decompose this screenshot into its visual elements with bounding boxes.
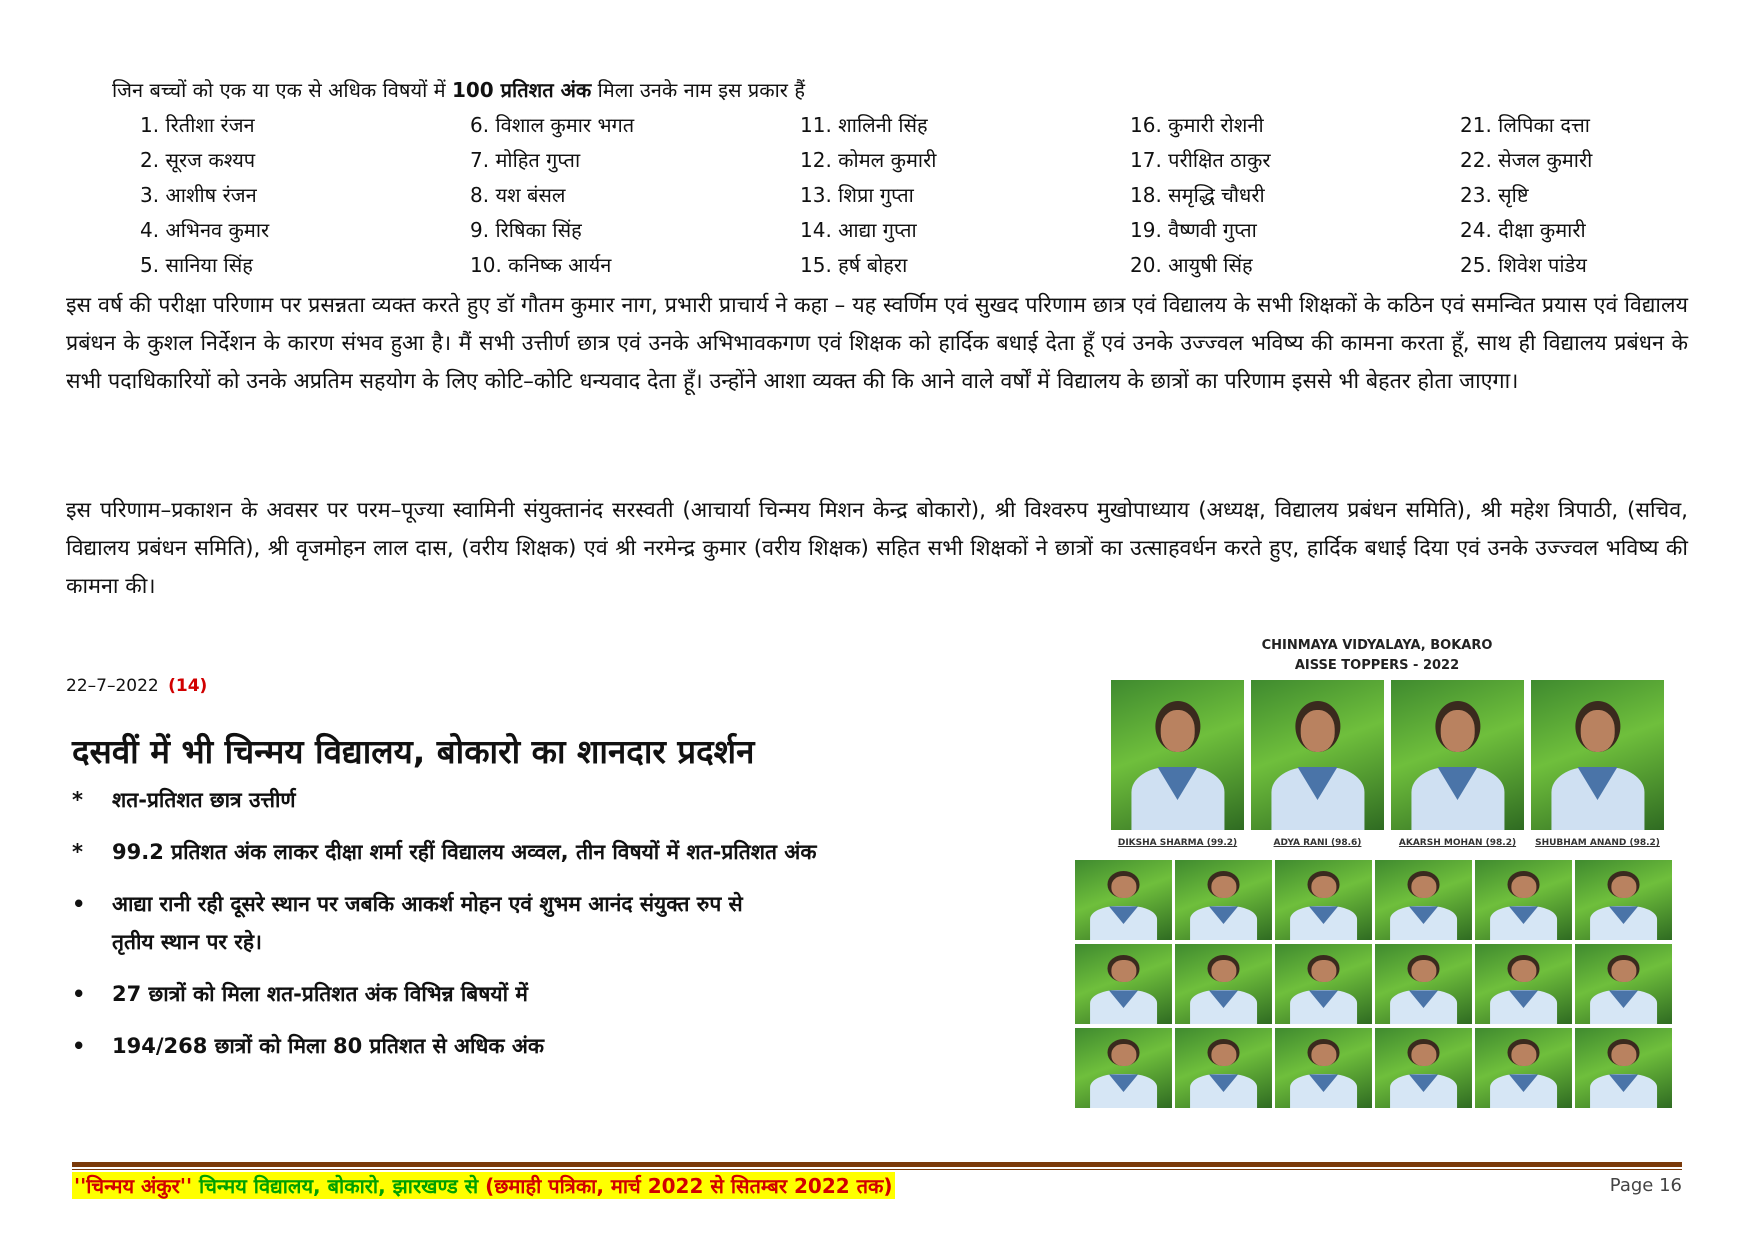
intro-line <box>112 76 805 103</box>
topper-card <box>1111 680 1244 848</box>
name-item: 16. कुमारी रोशनी <box>1130 113 1264 137</box>
article-headline: दसवीं में भी चिन्मय विद्यालय, बोकारो का शानदार प्रदर्शन <box>72 732 755 771</box>
student-portrait <box>1375 944 1472 1024</box>
name-item: 13. शिप्रा गुप्ता <box>800 183 914 207</box>
name-item: 11. शालिनी सिंह <box>800 113 928 137</box>
name-item: 19. वैष्णवी गुप्ता <box>1130 218 1257 242</box>
footer-rule-thick <box>72 1162 1682 1167</box>
student-portrait <box>1575 860 1672 940</box>
photo-title-toppers: AISSE TOPPERS - 2022 <box>1294 658 1460 673</box>
name-item: 20. आयुषी सिंह <box>1130 253 1253 277</box>
student-portrait <box>1075 860 1172 940</box>
student-portrait <box>1175 944 1272 1024</box>
name-item: 8. यश बंसल <box>470 183 566 207</box>
name-item: 7. मोहित गुप्ता <box>470 148 581 172</box>
name-item: 12. कोमल कुमारी <box>800 148 937 172</box>
date-text: 22–7–2022 <box>66 676 159 696</box>
name-item: 23. सृष्टि <box>1460 183 1529 207</box>
topper-card <box>1391 680 1524 848</box>
magazine-origin: चिन्मय विद्यालय, बोकारो, झारखण्ड से <box>199 1174 479 1198</box>
highlight-item <box>72 886 1062 922</box>
bullet-marker: • <box>72 982 86 1006</box>
article-date <box>66 676 207 696</box>
name-item: 1. रितीशा रंजन <box>140 113 255 137</box>
topper-caption: ADYA RANI (98.6) <box>1273 838 1362 848</box>
highlight-item <box>72 976 1062 1012</box>
student-portrait <box>1391 680 1524 830</box>
topper-caption: AKARSH MOHAN (98.2) <box>1398 838 1517 848</box>
student-portrait <box>1275 1028 1372 1108</box>
name-item: 5. सानिया सिंह <box>140 253 253 277</box>
magazine-footer <box>72 1172 895 1199</box>
name-item: 17. परीक्षित ठाकुर <box>1130 148 1271 172</box>
name-item: 4. अभिनव कुमार <box>140 218 270 242</box>
name-item: 6. विशाल कुमार भगत <box>470 113 635 137</box>
topper-caption: DIKSHA SHARMA (99.2) <box>1117 838 1238 848</box>
highlight-item <box>72 924 1062 960</box>
name-item: 2. सूरज कश्यप <box>140 148 256 172</box>
principal-quote-paragraph: इस वर्ष की परीक्षा परिणाम पर प्रसन्नता व्यक्त करते हुए डॉ गौतम कुमार नाग, प्रभारी प्राचार्य ने कहा – यह स्वर्णिम एवं सुखद परिणाम छात्र एवं विद्यालय के सभी शिक्षकों के कठिन एवं समन्वित प्रयास एवं विद्यालय प्रबंधन के कुशल निर्देशन के कारण संभव हुआ है। मैं सभी उत्तीर्ण छात्र एवं उनके अभिभावकगण एवं शिक्षक को हार्दिक बधाई देता हूँ एवं उनके उज्ज्वल भविष्य की कामना करता हूँ, साथ ही विद्यालय प्रबंधन के सभी पदाधिकारियों को उनके अप्रतिम सहयोग के लिए कोटि–कोटि धन्यवाद देता हूँ। उन्होंने आशा व्यक्त की कि आने वाले वर्षों में विद्यालय के छात्रों का परिणाम इससे भी बेहतर होता जाएगा। <box>66 293 1688 394</box>
magazine-name: ''चिन्मय अंकुर'' <box>74 1174 193 1198</box>
name-item: 3. आशीष रंजन <box>140 183 257 207</box>
footer-rule-thin <box>72 1169 1682 1170</box>
student-portrait <box>1475 944 1572 1024</box>
name-item: 18. समृद्धि चौधरी <box>1130 183 1265 207</box>
topper-card <box>1531 680 1664 848</box>
photo-title-school: CHINMAYA VIDYALAYA, BOKARO <box>1261 638 1493 653</box>
student-portrait <box>1111 680 1244 830</box>
student-portrait <box>1251 680 1384 830</box>
student-portrait <box>1575 944 1672 1024</box>
student-portrait <box>1175 860 1272 940</box>
highlight-text: 99.2 प्रतिशत अंक लाकर दीक्षा शर्मा रहीं विद्यालय अव्वल, तीन विषयों में शत-प्रतिशत अंक <box>112 840 817 864</box>
bullet-marker: • <box>72 1034 86 1058</box>
student-portrait-grid <box>1075 860 1679 1108</box>
toppers-photo <box>1075 636 1679 1120</box>
student-portrait <box>1075 1028 1172 1108</box>
name-item: 24. दीक्षा कुमारी <box>1460 218 1586 242</box>
name-item: 14. आद्या गुप्ता <box>800 218 917 242</box>
highlight-text: 27 छात्रों को मिला शत-प्रतिशत अंक विभिन्न बिषयों में <box>112 982 528 1006</box>
name-item: 21. लिपिका दत्ता <box>1460 113 1590 137</box>
bullet-marker: • <box>72 892 86 916</box>
intro-before: जिन बच्चों को एक या एक से अधिक विषयों में <box>112 78 446 102</box>
article-number: (14) <box>168 676 208 696</box>
highlight-item <box>72 1028 1062 1064</box>
name-item: 10. कनिष्क आर्यन <box>470 253 612 277</box>
highlight-text: शत-प्रतिशत छात्र उत्तीर्ण <box>112 788 296 812</box>
highlight-item <box>72 834 1062 870</box>
student-portrait <box>1275 944 1372 1024</box>
name-item: 15. हर्ष बोहरा <box>800 253 908 277</box>
student-portrait <box>1375 1028 1472 1108</box>
topper-card <box>1251 680 1384 848</box>
topper-caption: SHUBHAM ANAND (98.2) <box>1535 838 1660 848</box>
name-item: 22. सेजल कुमारी <box>1460 148 1593 172</box>
student-portrait <box>1075 944 1172 1024</box>
bullet-marker: * <box>72 840 83 864</box>
page-number: Page 16 <box>1609 1175 1682 1196</box>
student-portrait <box>1375 860 1472 940</box>
student-portrait <box>1275 860 1372 940</box>
bullet-marker <box>72 924 112 960</box>
name-list <box>140 110 1640 280</box>
intro-bold: 100 प्रतिशत अंक <box>451 78 592 102</box>
highlight-item <box>72 782 1062 818</box>
highlight-text: 194/268 छात्रों को मिला 80 प्रतिशत से अधिक अंक <box>112 1034 544 1058</box>
student-portrait <box>1531 680 1664 830</box>
highlight-text: आद्या रानी रही दूसरे स्थान पर जबकि आकर्श मोहन एवं शुभम आनंद संयुक्त रुप से <box>112 892 743 916</box>
magazine-period: (छमाही पत्रिका, मार्च 2022 से सितम्बर 2022 तक) <box>485 1174 893 1198</box>
name-item: 25. शिवेश पांडेय <box>1460 253 1587 277</box>
student-portrait <box>1475 860 1572 940</box>
highlight-text: तृतीय स्थान पर रहे। <box>112 930 262 954</box>
bullet-marker: * <box>72 788 83 812</box>
name-item: 9. रिषिका सिंह <box>470 218 582 242</box>
top-four-portraits <box>1111 680 1679 848</box>
highlights-list <box>72 782 1062 1080</box>
student-portrait <box>1575 1028 1672 1108</box>
felicitation-paragraph: इस परिणाम–प्रकाशन के अवसर पर परम–पूज्या स्वामिनी संयुक्तानंद सरस्वती (आचार्या चिन्मय मिशन केन्द्र बोकारो), श्री विश्वरुप मुखोपाध्याय (अध्यक्ष, विद्यालय प्रबंधन समिति), श्री महेश त्रिपाठी, (सचिव, विद्यालय प्रबंधन समिति), श्री वृजमोहन लाल दास, (वरीय शिक्षक) एवं श्री नरमेन्द्र कुमार (वरीय शिक्षक) सहित सभी शिक्षकों ने छात्रों का उत्साहवर्धन करते हुए, हार्दिक बधाई दिया एवं उनके उज्ज्वल भविष्य की कामना की। <box>66 498 1688 599</box>
student-portrait <box>1175 1028 1272 1108</box>
student-portrait <box>1475 1028 1572 1108</box>
intro-after: मिला उनके नाम इस प्रकार हैं <box>597 78 805 102</box>
